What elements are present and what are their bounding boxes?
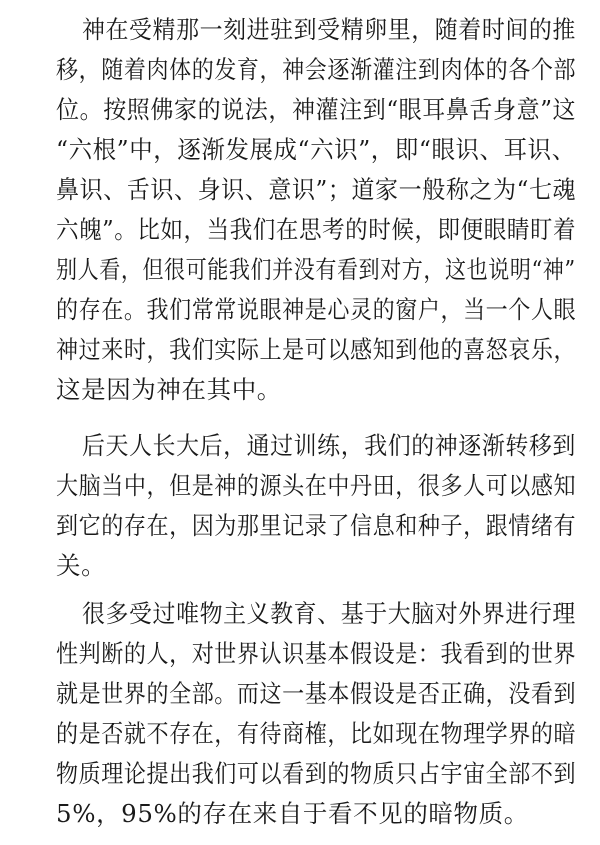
text-line: 到它的存在，因为那里记录了信息和种子，跟情绪有: [56, 511, 577, 540]
text-line: 鼻识、舌识、身识、意识”；道家一般称之为“七魂: [56, 175, 577, 204]
text-line: 后天人长大后，通过训练，我们的神逐渐转移到: [82, 431, 576, 460]
text-line: 移，随着肉体的发育，神会逐渐灌注到肉体的各个部: [56, 55, 577, 84]
text-line: 神在受精那一刻进驻到受精卵里，随着时间的推: [82, 15, 576, 44]
text-line: 神过来时，我们实际上是可以感知到他的喜怒哀乐，: [56, 335, 577, 364]
text-line: 位。按照佛家的说法，神灌注到“眼耳鼻舌身意”这: [56, 95, 577, 124]
text-line: 关。: [56, 551, 107, 580]
text-line: 性判断的人，对世界认识基本假设是：我看到的世界: [56, 639, 577, 668]
text-line: “六根”中，逐渐发展成“六识”，即“眼识、耳识、: [56, 135, 576, 164]
text-line: 大脑当中，但是神的源头在中丹田，很多人可以感知: [56, 471, 577, 500]
text-line: 这是因为神在其中。: [56, 375, 282, 404]
text-line: 别人看，但很可能我们并没有看到对方，这也说明“神”: [56, 255, 576, 284]
text-line: 物质理论提出我们可以看到的物质只占宇宙全部不到: [56, 759, 577, 788]
text-line: 就是世界的全部。而这一基本假设是否正确，没看到: [56, 679, 577, 708]
text-line: 的是否就不存在，有待商榷，比如现在物理学界的暗: [56, 719, 577, 748]
text-line: 的存在。我们常常说眼神是心灵的窗户，当一个人眼: [56, 295, 577, 324]
text-line: 很多受过唯物主义教育、基于大脑对外界进行理: [82, 599, 576, 628]
text-line: 5%，95%的存在来自于看不见的暗物质。: [56, 799, 529, 828]
text-line: 六魄”。比如，当我们在思考的时候，即便眼睛盯着: [56, 215, 577, 244]
